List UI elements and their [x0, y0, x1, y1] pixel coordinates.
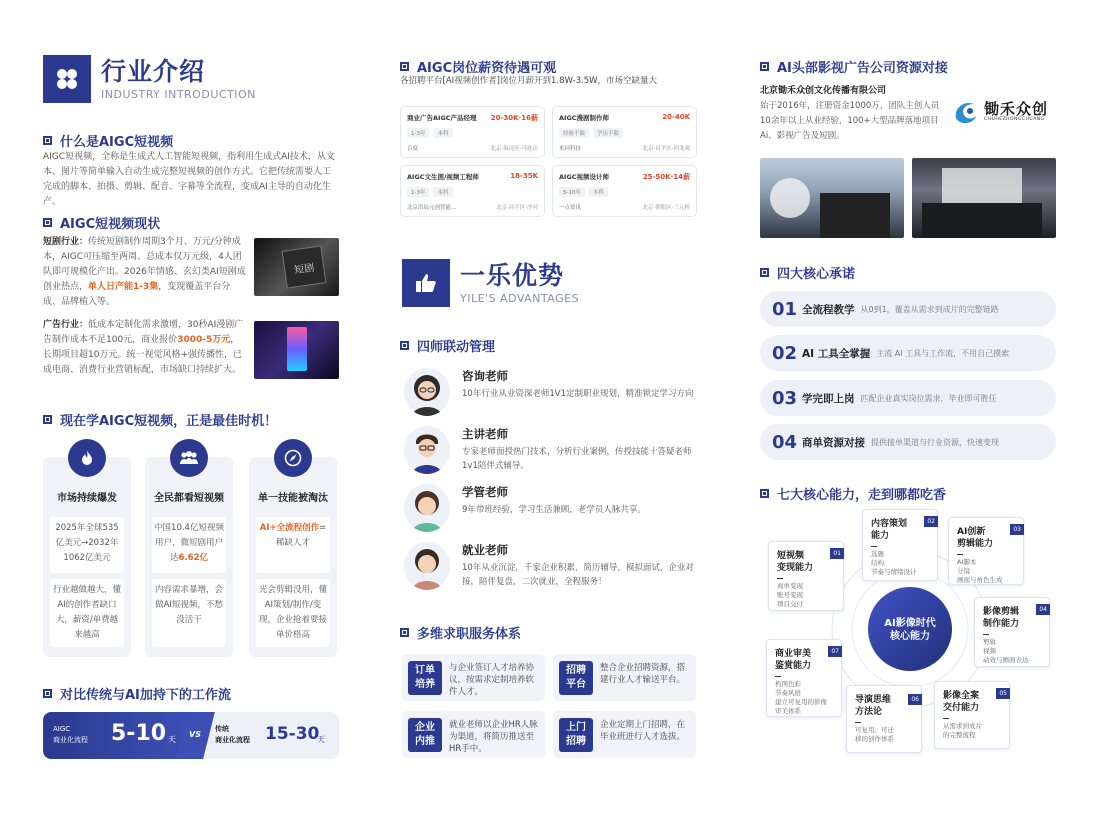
flame-icon	[68, 439, 106, 477]
teacher-name: 学管老师	[462, 485, 508, 499]
card-market-boom	[43, 457, 131, 657]
avatar	[404, 368, 450, 416]
people-icon	[170, 439, 208, 477]
column-resources	[760, 0, 1058, 816]
card-desc: 内容需求暴增，会做AI短视频，不愁没活干	[152, 579, 226, 647]
service-referral	[402, 711, 545, 758]
advantages-header	[402, 259, 579, 307]
workflow-compare: AIGC 商业化流程 5-10 天 VS 传统 商业化流程 15-30 天	[43, 712, 339, 759]
advert-thumbnail	[254, 321, 339, 379]
service-desc: 与企业签订人才培养协议，按需求定制培养软件人才。	[449, 663, 535, 697]
capability-03: 03 AI创新 剪辑能力 AI脚本 分镜 画面与角色生成	[948, 517, 1024, 585]
vs-label: VS	[189, 730, 201, 739]
capability-02: 02 内容策划 能力 选题 结构 节奏与情绪设计	[862, 509, 938, 581]
service-tag: 订单 培养	[408, 661, 442, 695]
teacher-desc: 10年从业沉淀，千家企业积累，简历辅导，模拟面试，企业对接，陪伴复盘，二次就业，全程服务！	[462, 563, 694, 587]
teacher-desc: 专家老师面授热门技术，分析行业案例，传授技能十答疑老师1v1陪伴式辅导。	[462, 447, 692, 471]
card-title: 市场持续爆发	[57, 493, 117, 504]
service-recruit-platform	[553, 654, 696, 701]
section-aigc-status: AIGC短视频现状	[43, 213, 160, 232]
clapperboard-icon: 短剧	[282, 245, 327, 288]
capability-07: 07 商业审美 鉴赏能力 构图色彩 节奏风格 建立可复用的影像 审美体系	[766, 639, 842, 717]
card-desc: 行业越做越大，懂AI的创作者缺口大，薪资/单费越来越高	[50, 579, 124, 647]
partner-desc: 始于2016年，注册资金1000万，团队主创人员10余年以上从业经验，100+大型品牌落地项目Ai、影视广告及短剧。	[760, 101, 940, 141]
card-stat: 2025年全球535亿美元→2032年1062亿美元	[50, 517, 124, 573]
capability-04: 04 影像剪辑 制作能力 剪辑 视频 动效与画面表达	[974, 597, 1050, 667]
teacher-manager	[400, 484, 698, 536]
promise-item: 02 AI 工具全掌握 主流 AI 工具与工作流，不用自己摸索	[760, 335, 1056, 371]
drama-thumbnail	[254, 238, 339, 296]
card-single-skill	[249, 457, 337, 657]
card-stat: AI+全流程创作=稀缺人才	[256, 517, 330, 573]
section-best-time: 现在学AIGC短视频，正是最佳时机！	[43, 410, 277, 429]
section-capabilities: 七大核心能力，走到哪都吃香	[760, 484, 946, 503]
teacher-name: 就业老师	[462, 543, 508, 557]
advantages-title: 一乐优势	[460, 260, 565, 290]
what-aigc-text: AIGC短视频，全称是生成式人工智能短视频，指利用生成式AI技术，从文本、图片等简单输入自动生成完整短视频的创作方式。它把传统需要人工完成的脚本、拍摄、剪辑、配音、字幕等全流程，变成AI主导的自动化生产。	[43, 152, 335, 207]
card-everyone-watches	[145, 457, 233, 657]
service-tag: 招聘 平台	[559, 661, 593, 695]
teacher-desc: 9年带班经验，学习生活兼顾，老学员人脉共享。	[462, 505, 646, 515]
promise-item: 03 学完即上岗 匹配企业真实岗位需求，毕业即可胜任	[760, 380, 1056, 416]
teacher-lecturer	[400, 426, 698, 478]
promise-item: 01 全流程教学 从0到1，覆盖从需求到成片的完整链路	[760, 291, 1056, 327]
column-industry	[43, 0, 339, 816]
promise-item: 04 商单资源对接 提供接单渠道与行业资源，快速变现	[760, 424, 1056, 460]
aigc-days: 5-10	[111, 721, 167, 746]
studio-photo-1	[760, 158, 904, 238]
card-stat: 中国10.4亿短视频用户，微短剧用户达6.62亿	[152, 517, 226, 573]
section-teachers: 四师联动管理	[400, 336, 495, 355]
avatar	[404, 426, 450, 474]
service-desc: 整合企业招聘资源，搭建行业人才输送平台。	[600, 663, 686, 685]
card-desc: 光会剪辑没用，懂AI策划/制作/变现，企业抢着要接单价格高	[256, 579, 330, 647]
capability-06: 06 导演思维 方法论 可复用、可迁 移的创作体系	[846, 685, 922, 753]
billboard-icon	[287, 327, 307, 371]
job-card[interactable]: AIGC文生图/视频工程师 18-35K 1-3年 本科 北京洪辰元创智能... 北京·昌平区·沙河	[400, 165, 545, 217]
job-card[interactable]: AIGC视频设计师 25-50K·14薪 5-10年 本科 一点资讯 北京·朝阳区·三元桥	[552, 165, 697, 217]
teacher-desc: 10年行业从业资深老师1V1定制职业规划，精准锁定学习方向	[462, 389, 694, 399]
service-tag: 企业 内推	[408, 718, 442, 752]
capability-05: 05 影像全案 交付能力 从需求到成片 的完整流程	[934, 681, 1010, 749]
section-salary: AIGC岗位薪资待遇可观	[400, 57, 556, 76]
teacher-consult	[400, 368, 698, 420]
teacher-name: 咨询老师	[462, 369, 508, 383]
salary-sub: 各招聘平台[AI视频创作者]岗位月薪开到1.8W-3.5W，市场空缺量大	[400, 76, 658, 86]
section-partner: AI头部影视广告公司资源对接	[760, 57, 948, 76]
industry-title: 行业介绍	[101, 56, 206, 86]
service-desc: 就业老师以企业HR人脉为渠道，将简历推送至HR手中。	[449, 720, 538, 754]
ad-industry-text: 广告行业：低成本定制化需求激增，30秒AI漫剧广告制作成本不足100元，商业报价3000-5万元，长期项目超10万元。统一视觉风格+强传播性，已成电商、消费行业营销标配，市场缺口持续扩大。	[43, 320, 244, 375]
avatar	[404, 542, 450, 590]
swirl-logo-icon	[952, 98, 980, 126]
thumbs-up-icon	[402, 259, 450, 307]
service-order-training	[402, 654, 545, 701]
job-card[interactable]: AIGC漫剧制作师 20-40K 经验不限 学历不限 来珂科技 北京·昌平区·回龙观	[552, 106, 697, 158]
traditional-days: 15-30	[265, 724, 320, 744]
job-card[interactable]: 商业广告AIGC产品经理 20-30K·16薪 1-3年 本科 百度 北京·海淀区·马连洼	[400, 106, 545, 158]
capability-01: 01 短视频 变现能力 商单变现 账号变现 项目交付	[768, 541, 844, 611]
industry-header	[43, 55, 256, 103]
partner-company: 北京锄禾众创文化传播有限公司	[760, 86, 887, 96]
capability-diagram	[760, 505, 1056, 765]
traditional-flow-label: 传统 商业化流程	[215, 725, 250, 744]
section-compare: 对比传统与AI加持下的工作流	[43, 684, 231, 703]
teacher-name: 主讲老师	[462, 427, 508, 441]
section-what-aigc: 什么是AIGC短视频	[43, 131, 173, 150]
studio-photo-2	[912, 158, 1056, 238]
service-desc: 企业定期上门招聘，在毕业班进行人才选拔。	[600, 720, 686, 742]
industry-subtitle: INDUSTRY INTRODUCTION	[101, 87, 256, 101]
capability-center: AI影像时代 核心能力	[884, 618, 936, 642]
service-onsite-recruit	[553, 711, 696, 758]
card-title: 全民都看短视频	[154, 493, 224, 504]
drama-industry-text: 短剧行业：传统短剧制作周期3个月、万元/分钟成本，AIGC可压缩至两周、总成本仅万元级，4人团队即可规模化产出。2026年情感、玄幻类AI短剧成创业热点，单人日产能1-3集，变现覆盖平台分成、品牌植入等。	[43, 237, 246, 307]
section-promises: 四大核心承诺	[760, 263, 855, 282]
service-tag: 上门 招聘	[559, 718, 593, 752]
section-services: 多维求职服务体系	[400, 623, 521, 642]
teacher-employment	[400, 542, 698, 594]
aigc-flow-label: AIGC 商业化流程	[53, 725, 88, 744]
compass-icon	[274, 439, 312, 477]
column-advantages	[400, 0, 698, 816]
avatar	[404, 484, 450, 532]
card-title: 单一技能被淘汰	[258, 493, 328, 504]
partner-logo: 锄禾众创 CHUHEZHONGCHUANG	[952, 96, 1056, 130]
advantages-subtitle: YILE'S ADVANTAGES	[460, 291, 580, 305]
clover-icon	[43, 55, 91, 103]
